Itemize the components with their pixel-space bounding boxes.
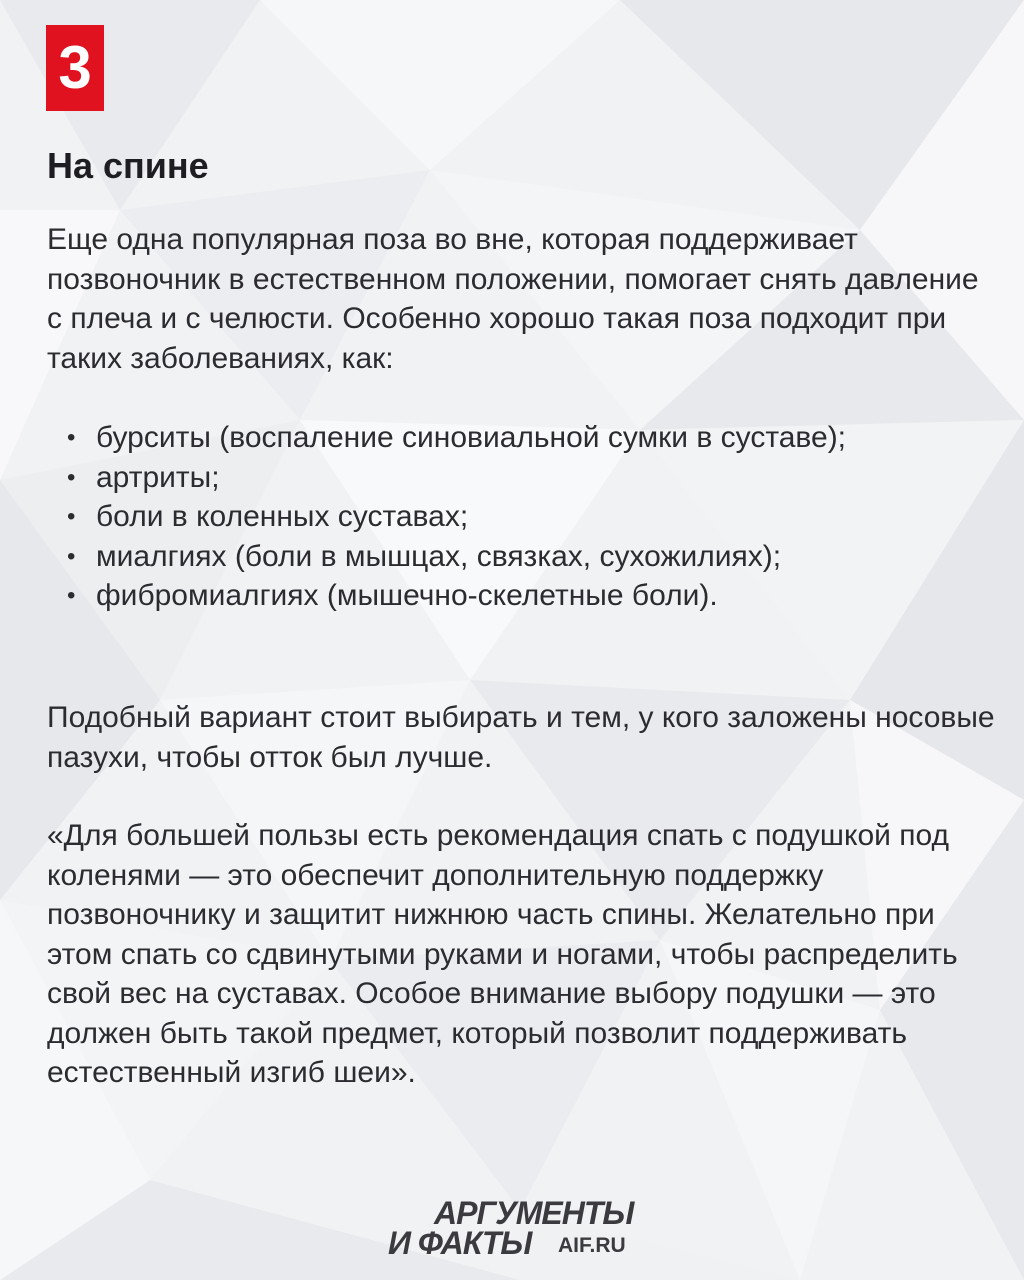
list-item [47,458,997,498]
page-title: На спине [47,145,209,186]
list-item [47,537,997,577]
list-item-text: миалгиях (боли в мышцах, связках, сухожилиях); [96,539,782,573]
list-item-text: фибромиалгиях (мышечно-скелетные боли). [96,579,718,612]
aif-logo [388,1196,648,1264]
bullet-icon: • [67,424,76,451]
expert-quote-paragraph: «Для большей пользы есть рекомендация спать с подушкой под коленями — это обеспечит дополнительную поддержку позвоночнику и защитит нижнюю часть спины. Желательно при этом спать со сдвинутыми руками и ногами, чтобы распределить свой вес на суставах. Особое внимание выбору подушки — это должен быть такой предмет, который позволит поддерживать естественный изгиб шеи». [47,819,958,1089]
list-item-text: боли в коленных суставах; [96,500,469,533]
bullet-icon: • [67,582,76,609]
slide-number-badge: 3 [46,25,104,111]
bullet-icon: • [67,542,76,570]
list-item-text: бурситы (воспаление синовиальной сумки в суставе); [96,421,847,454]
logo-line-2: И ФАКТЫ [388,1225,532,1261]
list-item [47,497,997,537]
list-item [47,418,997,458]
intro-paragraph: Еще одна популярная поза во вне, которая поддерживает позвоночник в естественном положении, помогает снять давление с плеча и с челюсти. Особенно хорошо такая поза подходит при таких заболеваниях, как: [47,223,979,375]
bullet-icon: • [67,463,76,491]
logo-site: AIF.RU [558,1234,626,1257]
conditions-list [47,418,997,616]
list-item [47,576,997,616]
list-item-text: артриты; [96,460,220,494]
logo-line-1: АРГУМЕНТЫ [434,1195,634,1231]
bullet-icon: • [67,503,76,530]
sinus-paragraph: Подобный вариант стоит выбирать и тем, у кого заложены носовые пазухи, чтобы отток был лучше. [47,701,995,774]
